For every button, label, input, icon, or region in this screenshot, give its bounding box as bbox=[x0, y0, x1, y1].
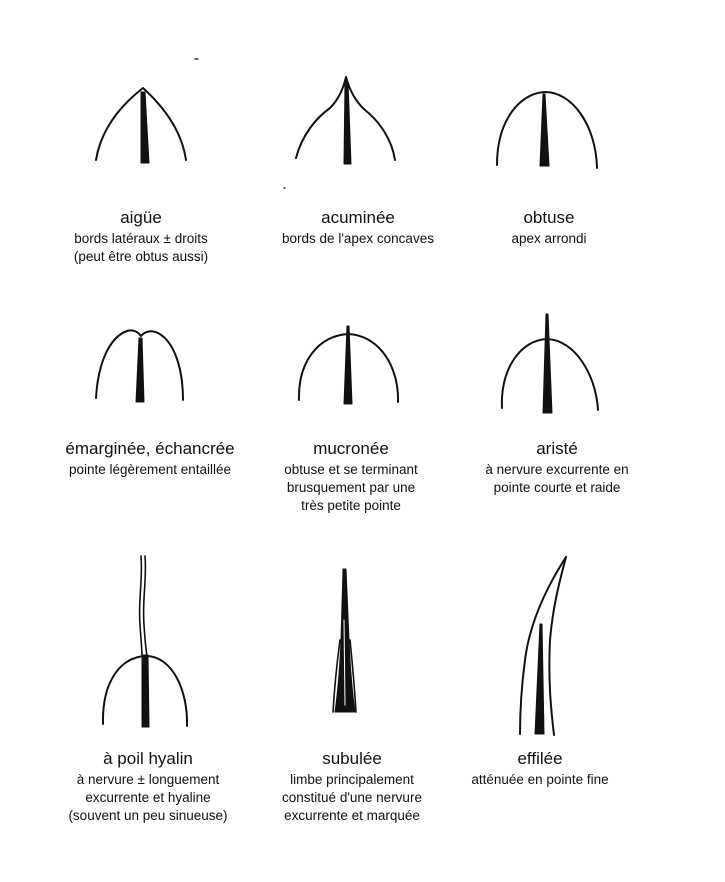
midrib-awn bbox=[543, 314, 552, 413]
description-line: obtuse et se terminant bbox=[284, 462, 418, 477]
description bbox=[26, 230, 256, 266]
midrib bbox=[344, 326, 352, 404]
description-line: (peut être obtus aussi) bbox=[73, 249, 209, 264]
midrib bbox=[142, 655, 149, 727]
description-line: bords latéraux ± droits bbox=[74, 231, 208, 246]
description-line: limbe principalement bbox=[290, 772, 414, 787]
description bbox=[442, 461, 672, 497]
description-line: apex arrondi bbox=[511, 231, 587, 246]
description bbox=[434, 230, 664, 248]
drawing-poil-hyalin bbox=[103, 556, 187, 727]
term: émarginée, échancrée bbox=[65, 439, 235, 458]
drawing-mucronee bbox=[299, 326, 398, 404]
caption-obtuse bbox=[434, 207, 664, 248]
description-line: pointe légèrement entaillée bbox=[68, 462, 232, 477]
drawing-aigue bbox=[96, 88, 186, 163]
description bbox=[425, 771, 655, 789]
hyaline-hair bbox=[140, 556, 142, 656]
hyaline-hair bbox=[144, 556, 147, 656]
drawing-ariste bbox=[502, 314, 598, 413]
drawing-subulee bbox=[333, 569, 356, 712]
caption-mucronee bbox=[236, 438, 466, 515]
caption-aigue bbox=[26, 207, 256, 266]
term: acuminée bbox=[321, 208, 395, 227]
description bbox=[236, 461, 466, 515]
term: mucronée bbox=[313, 439, 389, 458]
midrib bbox=[141, 92, 149, 163]
description bbox=[33, 771, 263, 825]
term: obtuse bbox=[523, 208, 575, 227]
description-line: bords de l'apex concaves bbox=[282, 231, 434, 246]
description-line: (souvent un peu sinueuse) bbox=[68, 808, 228, 823]
term: subulée bbox=[322, 749, 382, 768]
drawing-acuminee bbox=[296, 77, 395, 164]
description-line: excurrente et hyaline bbox=[85, 790, 211, 805]
drawing-effilee bbox=[520, 557, 566, 735]
term: aristé bbox=[536, 439, 578, 458]
term: effilée bbox=[517, 749, 563, 768]
description-line: atténuée en pointe fine bbox=[471, 772, 609, 787]
term: aigüe bbox=[120, 208, 162, 227]
apex-outline bbox=[549, 557, 566, 735]
caption-effilee bbox=[425, 748, 655, 789]
term: à poil hyalin bbox=[103, 749, 193, 768]
caption-poil-hyalin bbox=[33, 748, 263, 825]
caption-emarginee bbox=[35, 438, 265, 479]
caption-ariste bbox=[442, 438, 672, 497]
drawing-obtuse bbox=[497, 92, 597, 168]
description bbox=[35, 461, 265, 479]
drawing-emarginee bbox=[96, 330, 183, 402]
description-line: constitué d'une nervure bbox=[282, 790, 422, 805]
description-line: à nervure excurrente en bbox=[485, 462, 629, 477]
midrib bbox=[535, 624, 544, 734]
midrib bbox=[540, 94, 549, 166]
description-line: excurrente et marquée bbox=[284, 808, 420, 823]
midrib bbox=[136, 338, 144, 402]
description-line: à nervure ± longuement bbox=[76, 772, 220, 787]
midrib bbox=[344, 82, 351, 164]
description-line: pointe courte et raide bbox=[493, 480, 621, 495]
description-line: brusquement par une bbox=[286, 480, 416, 495]
description-line: très petite pointe bbox=[301, 498, 401, 513]
